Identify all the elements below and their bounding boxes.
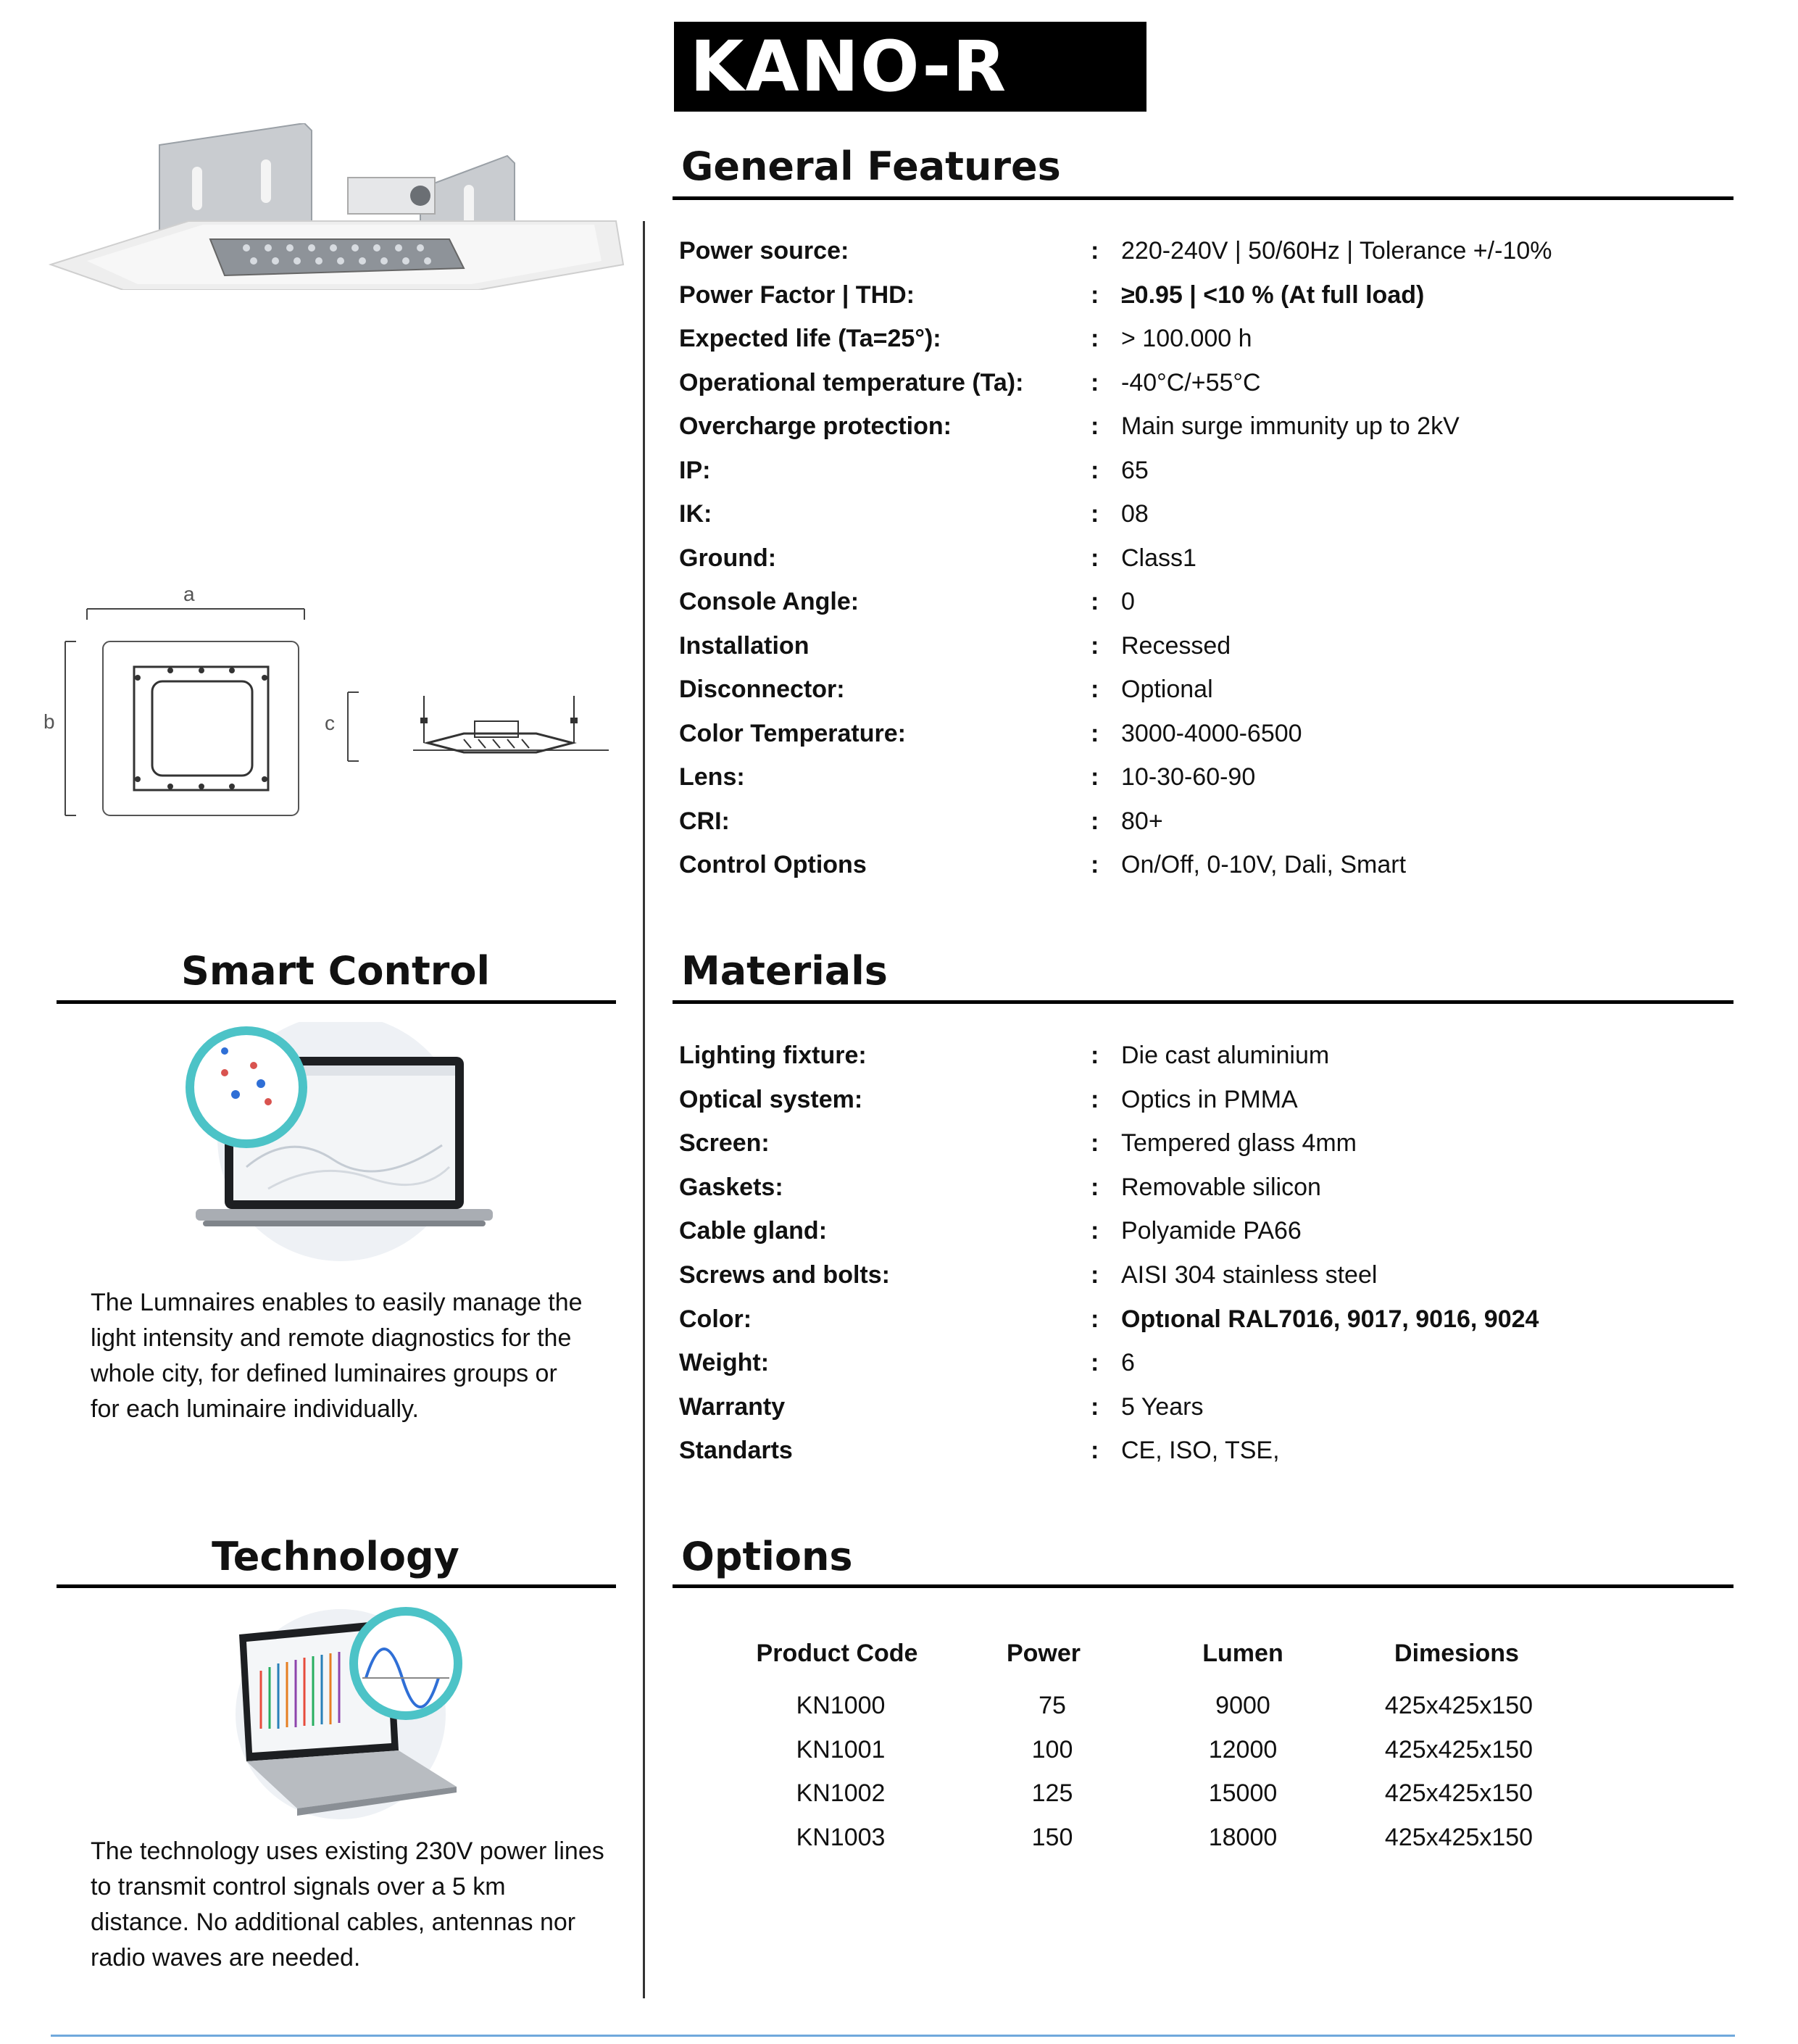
material-value: 6	[1121, 1349, 1135, 1377]
general-features-rule	[673, 196, 1734, 200]
general-feature-label: Console Angle:	[679, 588, 860, 615]
material-colon: :	[1091, 1173, 1099, 1201]
smart-control-line-4: for each luminaire individually.	[91, 1395, 419, 1423]
general-feature-row	[679, 758, 1723, 796]
material-colon: :	[1091, 1305, 1099, 1333]
options-cell-lumen: 15000	[1208, 1779, 1278, 1807]
material-value: Optıonal RAL7016, 9017, 9016, 9024	[1121, 1305, 1539, 1333]
options-header-dimensions: Dimesions	[1394, 1640, 1519, 1667]
general-feature-value: 10-30-60-90	[1121, 763, 1256, 791]
material-colon: :	[1091, 1392, 1099, 1421]
technology-line-1: The technology uses existing 230V power lines	[91, 1837, 604, 1865]
material-label: Standarts	[679, 1437, 793, 1465]
general-feature-row	[679, 627, 1723, 665]
general-feature-colon: :	[1091, 237, 1099, 265]
material-row	[679, 1256, 1723, 1294]
general-feature-row	[679, 583, 1723, 620]
options-cell-power: 150	[1031, 1823, 1073, 1851]
material-label: Warranty	[679, 1392, 786, 1421]
general-feature-row	[679, 539, 1723, 577]
material-label: Gaskets:	[679, 1173, 783, 1201]
general-feature-row	[679, 407, 1723, 445]
general-feature-value: > 100.000 h	[1121, 325, 1252, 352]
material-label: Cable gland:	[679, 1217, 828, 1245]
material-colon: :	[1091, 1085, 1099, 1113]
material-label: Screws and bolts:	[679, 1261, 890, 1289]
options-cell-power: 125	[1031, 1779, 1073, 1807]
general-feature-label: IK:	[679, 500, 712, 528]
options-rule	[673, 1584, 1734, 1588]
general-feature-value: Main surge immunity up to 2kV	[1121, 412, 1460, 440]
options-cell-power: 75	[1039, 1692, 1066, 1719]
options-cell-dimensions: 425x425x150	[1384, 1779, 1533, 1807]
material-value: CE, ISO, TSE,	[1121, 1437, 1280, 1465]
general-feature-row	[679, 802, 1723, 840]
material-label: Optical system:	[679, 1085, 863, 1113]
general-feature-label: Disconnector:	[679, 676, 845, 703]
general-feature-label: Control Options	[679, 851, 867, 878]
technology-line-2: to transmit control signals over a 5 km	[91, 1873, 506, 1900]
smart-control-description	[91, 1285, 627, 1427]
material-colon: :	[1091, 1349, 1099, 1377]
luminaire-photo	[43, 123, 630, 290]
dimension-label-a: a	[183, 583, 195, 605]
general-feature-colon: :	[1091, 325, 1099, 352]
general-feature-value: 3000-4000-6500	[1121, 719, 1302, 747]
smart-control-laptop-image	[181, 1022, 493, 1268]
general-feature-label: Operational temperature (Ta):	[679, 368, 1024, 396]
general-feature-colon: :	[1091, 500, 1099, 528]
general-feature-row	[679, 364, 1723, 402]
technology-rule	[57, 1584, 616, 1588]
options-cell-lumen: 9000	[1215, 1692, 1270, 1719]
general-feature-colon: :	[1091, 676, 1099, 703]
dimension-label-b: b	[43, 710, 55, 733]
general-feature-colon: :	[1091, 851, 1099, 878]
material-row	[679, 1124, 1723, 1162]
general-feature-value: 08	[1121, 500, 1149, 528]
general-feature-row	[679, 670, 1723, 708]
general-feature-value: Optional	[1121, 676, 1213, 703]
options-cell-dimensions: 425x425x150	[1384, 1692, 1533, 1719]
smart-control-line-1: The Lumnaires enables to easily manage the	[91, 1289, 583, 1316]
general-feature-row	[679, 846, 1723, 884]
options-cell-product-code: KN1000	[796, 1692, 886, 1719]
material-value: AISI 304 stainless steel	[1121, 1261, 1378, 1289]
general-feature-label: Lens:	[679, 763, 745, 791]
general-feature-value: 0	[1121, 588, 1135, 615]
options-cell-product-code: KN1002	[796, 1779, 886, 1807]
general-feature-label: Installation	[679, 631, 809, 660]
general-feature-label: Ground:	[679, 544, 777, 572]
technology-description	[91, 1834, 627, 1976]
general-feature-value: 80+	[1121, 807, 1163, 835]
material-label: Weight:	[679, 1349, 770, 1377]
materials-heading: Materials	[681, 948, 888, 994]
product-title: KANO-R	[674, 22, 1146, 112]
options-cell-lumen: 12000	[1208, 1735, 1278, 1763]
footer-rule	[51, 2035, 1735, 2037]
material-row	[679, 1344, 1723, 1382]
general-feature-row	[679, 495, 1723, 533]
technology-line-3: distance. No additional cables, antennas nor	[91, 1908, 576, 1936]
general-feature-value: Recessed	[1121, 631, 1231, 660]
general-feature-colon: :	[1091, 588, 1099, 615]
general-feature-row	[679, 232, 1723, 270]
smart-control-line-2: light intensity and remote diagnostics for the	[91, 1324, 572, 1352]
material-value: Removable silicon	[1121, 1173, 1321, 1201]
options-header-lumen: Lumen	[1202, 1640, 1283, 1667]
material-value: 5 Years	[1121, 1392, 1204, 1421]
general-feature-value: Class1	[1121, 544, 1196, 572]
options-cell-product-code: KN1003	[796, 1823, 886, 1851]
dimension-drawing	[36, 580, 616, 826]
material-row	[679, 1388, 1723, 1426]
material-colon: :	[1091, 1129, 1099, 1158]
smart-control-heading: Smart Control	[180, 948, 491, 994]
material-row	[679, 1081, 1723, 1118]
general-feature-label: IP:	[679, 456, 711, 484]
general-feature-colon: :	[1091, 807, 1099, 835]
options-cell-product-code: KN1001	[796, 1735, 886, 1763]
material-row	[679, 1168, 1723, 1206]
material-row	[679, 1300, 1723, 1338]
general-feature-label: CRI:	[679, 807, 730, 835]
options-heading: Options	[681, 1534, 853, 1579]
options-cell-dimensions: 425x425x150	[1384, 1735, 1533, 1763]
material-row	[679, 1036, 1723, 1074]
options-cell-lumen: 18000	[1208, 1823, 1278, 1851]
general-feature-row	[679, 452, 1723, 489]
general-feature-value: 220-240V | 50/60Hz | Tolerance +/-10%	[1121, 237, 1552, 265]
material-colon: :	[1091, 1261, 1099, 1289]
general-feature-colon: :	[1091, 281, 1099, 309]
options-header-power: Power	[1006, 1640, 1081, 1667]
material-value: Tempered glass 4mm	[1121, 1129, 1357, 1158]
options-cell-dimensions: 425x425x150	[1384, 1823, 1533, 1851]
material-row	[679, 1212, 1723, 1250]
general-feature-value: ≥0.95 | <10 % (At full load)	[1121, 281, 1425, 309]
material-colon: :	[1091, 1217, 1099, 1245]
material-label: Color:	[679, 1305, 752, 1333]
technology-laptop-image	[217, 1605, 478, 1823]
general-feature-label: Power Factor | THD:	[679, 281, 915, 309]
materials-rule	[673, 1000, 1734, 1004]
general-feature-value: -40°C/+55°C	[1121, 368, 1261, 396]
general-feature-colon: :	[1091, 368, 1099, 396]
general-feature-colon: :	[1091, 412, 1099, 440]
material-value: Polyamide PA66	[1121, 1217, 1302, 1245]
material-value: Optics in PMMA	[1121, 1085, 1298, 1113]
material-label: Lighting fixture:	[679, 1042, 867, 1069]
general-features-heading: General Features	[681, 144, 1061, 189]
general-feature-row	[679, 715, 1723, 752]
smart-control-rule	[57, 1000, 616, 1004]
general-feature-label: Color Temperature:	[679, 719, 906, 747]
general-feature-colon: :	[1091, 631, 1099, 660]
general-feature-value: On/Off, 0-10V, Dali, Smart	[1121, 851, 1407, 878]
material-row	[679, 1432, 1723, 1469]
general-feature-row	[679, 276, 1723, 314]
general-feature-colon: :	[1091, 544, 1099, 572]
material-value: Die cast aluminium	[1121, 1042, 1330, 1069]
smart-control-line-3: whole city, for defined luminaires groups or	[91, 1360, 557, 1387]
general-feature-label: Overcharge protection:	[679, 412, 952, 440]
general-feature-row	[679, 320, 1723, 357]
technology-line-4: radio waves are needed.	[91, 1944, 361, 1972]
general-feature-value: 65	[1121, 456, 1149, 484]
material-colon: :	[1091, 1042, 1099, 1069]
material-label: Screen:	[679, 1129, 770, 1158]
general-feature-colon: :	[1091, 719, 1099, 747]
general-feature-colon: :	[1091, 763, 1099, 791]
technology-heading: Technology	[212, 1534, 459, 1579]
options-header-product-code: Product Code	[756, 1640, 918, 1667]
material-colon: :	[1091, 1437, 1099, 1465]
column-divider	[643, 221, 645, 1998]
options-cell-power: 100	[1031, 1735, 1073, 1763]
dimension-label-c: c	[325, 712, 335, 734]
general-feature-colon: :	[1091, 456, 1099, 484]
general-feature-label: Power source:	[679, 237, 849, 265]
general-feature-label: Expected life (Ta=25°):	[679, 325, 941, 352]
